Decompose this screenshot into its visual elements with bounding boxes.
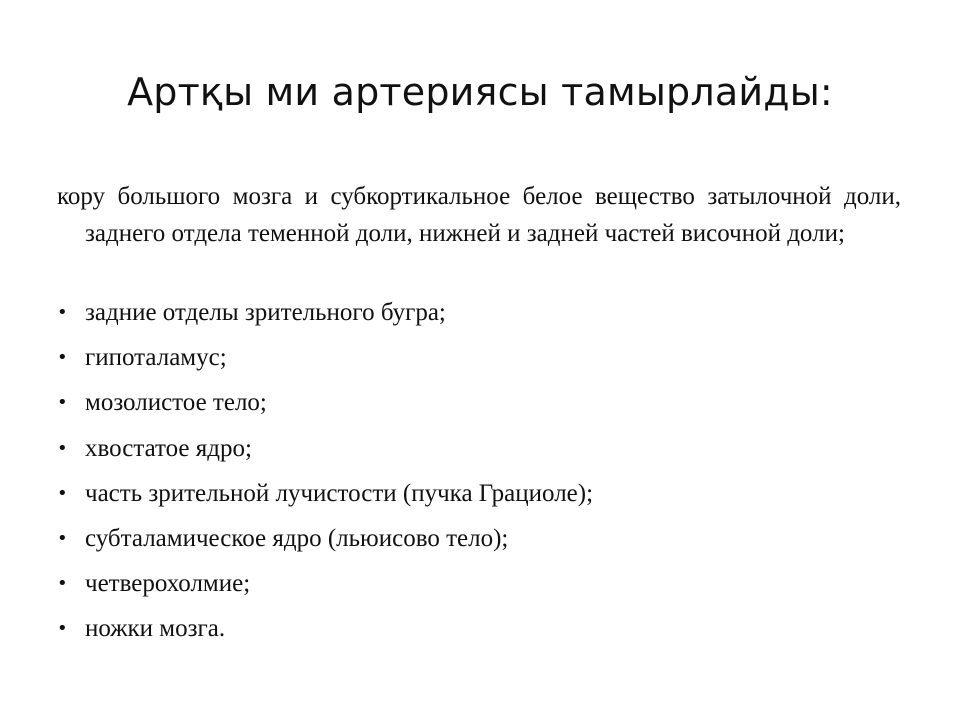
bullet-icon: • bbox=[57, 527, 68, 549]
list-item-text: четверохолмие; bbox=[85, 570, 251, 598]
list-item-text: ножки мозга. bbox=[85, 615, 226, 643]
list-item bbox=[57, 339, 901, 384]
list-item-text: гипоталамус; bbox=[85, 344, 227, 372]
list-item-text: часть зрительной лучистости (пучка Грациоле); bbox=[85, 479, 594, 507]
list-item bbox=[57, 384, 901, 429]
bullet-icon: • bbox=[57, 392, 68, 414]
intro-paragraph bbox=[57, 178, 901, 252]
slide-title: Артқы ми артериясы тамырлайды: bbox=[127, 70, 833, 114]
list-item-text: хвостатое ядро; bbox=[85, 434, 252, 462]
list-item-text: мозолистое тело; bbox=[85, 389, 267, 417]
list-item-text: субталамическое ядро (льюисово тело); bbox=[85, 524, 509, 552]
intro-text: кору большого мозга и субкортикальное белое вещество затылочной доли, заднего отдела теменной доли, нижней и задней частей височной доли; bbox=[57, 183, 901, 247]
bullet-icon: • bbox=[57, 618, 68, 640]
list-item-text: задние отделы зрительного бугра; bbox=[85, 299, 446, 326]
list-item bbox=[57, 294, 901, 339]
list-item bbox=[57, 475, 901, 520]
bullet-icon: • bbox=[57, 437, 68, 459]
list-item bbox=[57, 610, 901, 655]
bullet-icon: • bbox=[57, 573, 68, 595]
bullet-icon: • bbox=[57, 347, 68, 369]
list-item bbox=[57, 565, 901, 610]
bullet-icon: • bbox=[57, 482, 68, 504]
bullet-icon: • bbox=[57, 302, 68, 323]
list-item bbox=[57, 520, 901, 565]
bullet-list bbox=[57, 294, 901, 656]
list-item bbox=[57, 430, 901, 475]
